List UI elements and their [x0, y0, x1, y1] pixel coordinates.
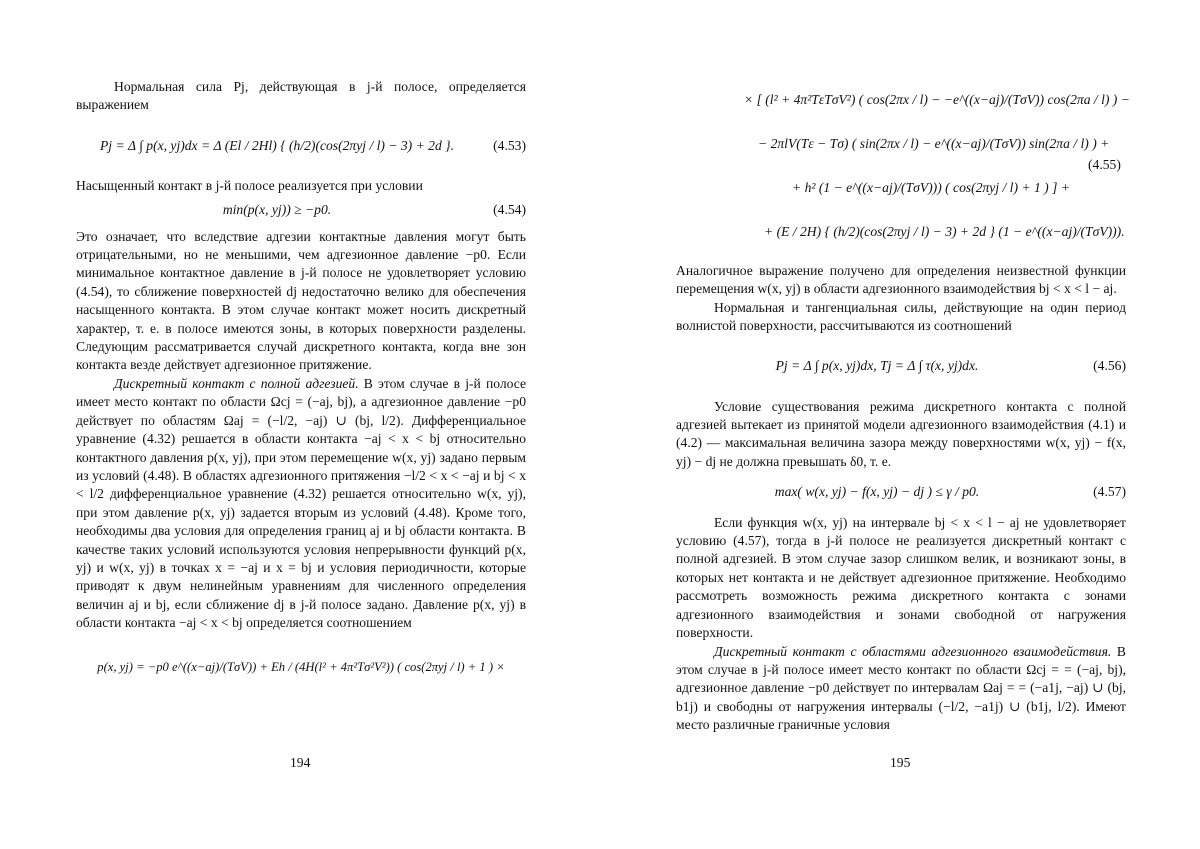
- paragraph: Нормальная и тангенциальная силы, действующие на один период волнистой поверхности, рассчитываются из соотношений: [676, 299, 1126, 334]
- equation-number: (4.53): [493, 137, 526, 153]
- equation-row: × [ (l² + 4π²TεTσV²) ( cos(2πx / l) − −e^((x−aj)/(TσV)) cos(2πa / l) ) −: [744, 92, 1130, 107]
- equation-body: p(x, yj) = −p0 e^((x−aj)/(TσV)) + Eh / (4H(l² + 4π²Tσ²V²)) ( cos(2πyj / l) + 1 ) ×: [97, 660, 505, 675]
- paragraph: Нормальная сила Pj, действующая в j-й полосе, определяется выражением: [76, 79, 526, 113]
- section-heading: Дискретный контакт с полной адгезией.: [114, 375, 359, 391]
- equation-body: min(p(x, yj)) ≥ −p0.: [222, 202, 332, 218]
- paragraph: Если функция w(x, yj) на интервале bj < x < l − aj не удовлетворяет условию (4.57), тогда в j-й полосе не реализуется дискретный контакт с полной адгезией. В этом случае зазор слишком велик, и возникают зоны, в которых нет контакта и не действует адгезионное притяжение. Необходимо рассмотреть возможность режима дискретного контакта с зонами адгезионного взаимодействия и зонами свободной от нагружения поверхности.: [676, 514, 1126, 641]
- equation-row: − 2πlV(Tε − Tσ) ( sin(2πx / l) − e^((x−aj)/(TσV)) sin(2πa / l) ) +: [758, 136, 1110, 151]
- equation-body: Pj = Δ ∫ p(x, yj)dx, Tj = Δ ∫ τ(x, yj)dx.: [775, 358, 979, 374]
- equation-4-53: [76, 121, 526, 171]
- equation-4-56: [676, 342, 1126, 392]
- equation-4-57: [676, 483, 1126, 501]
- equation-body: max( w(x, yj) − f(x, yj) − dj ) ≤ γ / p0.: [774, 484, 980, 500]
- equation-body: Pj = Δ ∫ p(x, yj)dx = Δ (El / 2Hl) { (h/2)(cos(2πyj / l) − 3) + 2d }.: [99, 137, 455, 153]
- paragraph-body: В этом случае в j-й полосе имеет место контакт по области Ωcj = = (−aj, bj), адгезионное давление −p0 действует по интервалам Ωaj = = (−a1j, −aj) ∪ (bj, b1j) и свободны от нагружения интервалы (−l/2, −a1j) ∪ (b1j, l/2). Имеют место различные граничные условия: [676, 643, 1126, 733]
- equation-4-55: [744, 78, 1194, 254]
- paragraph-body: В этом случае в j-й полосе имеет место контакт по области Ωcj = (−aj, bj), а адгезионное давление −p0 действует по областям Ωaj = (−l/2, −aj) ∪ (bj, l/2). Дифференциальное уравнение (4.32) решается в области контакта −aj < x < bj относительно контактного давления p(x, yj), при этом перемещение w(x, yj) задано первым из условий (4.48). В областях адгезионного притяжения −l/2 < x < −aj и bj < x < l/2 дифференциальное уравнение (4.32) решается относительно w(x, yj), при этом давление p(x, yj) задается вторым из условий (4.48). Кроме того, необходимы два условия для определения границ aj и bj области контакта. В качестве таких условий используются условия непрерывности функций p(x, yj) и w(x, yj) в точках x = −aj и x = bj и условия периодичности, которые приводят к двум нелинейным уравнениям для численного определения величин aj и bj, если сближение dj в j-й полосе задано. Давление p(x, yj) в области контакта −aj < x < bj определяется соотношением: [76, 375, 526, 631]
- equation-number: (4.57): [1093, 484, 1126, 500]
- right-text-column: [676, 262, 1126, 735]
- page-number: 194: [290, 755, 311, 770]
- section-heading: Дискретный контакт с областями адгезионного взаимодействия.: [714, 643, 1112, 659]
- equation-row: + h² (1 − e^((x−aj)/(TσV))) ( cos(2πyj / l) + 1 ) ] +: [792, 180, 1070, 195]
- left-text-column: [76, 78, 526, 699]
- paragraph: [76, 375, 526, 633]
- paragraph: Насыщенный контакт в j-й полосе реализуется при условии: [76, 177, 423, 193]
- right-page: [600, 0, 1200, 849]
- equation-number: (4.56): [1093, 358, 1126, 374]
- equation-number: (4.54): [493, 202, 526, 218]
- equation-row: + (E / 2H) { (h/2)(cos(2πyj / l) − 3) + 2d } (1 − e^((x−aj)/(TσV))).: [764, 224, 1125, 239]
- paragraph: Аналогичное выражение получено для определения неизвестной функции перемещения w(x, yj) в области адгезионного взаимодействия bj < x < l − aj.: [676, 263, 1126, 297]
- paragraph: Это означает, что вследствие адгезии контактные давления могут быть отрицательными, но не меньшими, чем адгезионное давление −p0. Если минимальное контактное давление в j-й полосе не удовлетворяет условию (4.54), то сближение поверхностей dj недостаточно велико для обеспечения насыщенного контакта. В этом случае контакт может носить дискретный характер, т. е. в полосе имеются зоны, в которых поверхности разделены. Следующим рассматривается случай дискретного контакта, когда вне зон контакта везде действует адгезионное притяжение.: [76, 228, 526, 373]
- equation-number: (4.55): [1088, 157, 1121, 172]
- page-number: 195: [890, 755, 911, 770]
- equation-pressure: [76, 643, 526, 693]
- equation-4-54: [76, 201, 526, 219]
- paragraph: Условие существования режима дискретного контакта с полной адгезией вытекает из принятой модели адгезионного взаимодействия (4.1) и (4.2) — максимальная величина зазора между поверхностями w(x, yj) − f(x, yj) − dj не должна превышать δ0, т. е.: [676, 398, 1126, 469]
- paragraph: [676, 643, 1126, 735]
